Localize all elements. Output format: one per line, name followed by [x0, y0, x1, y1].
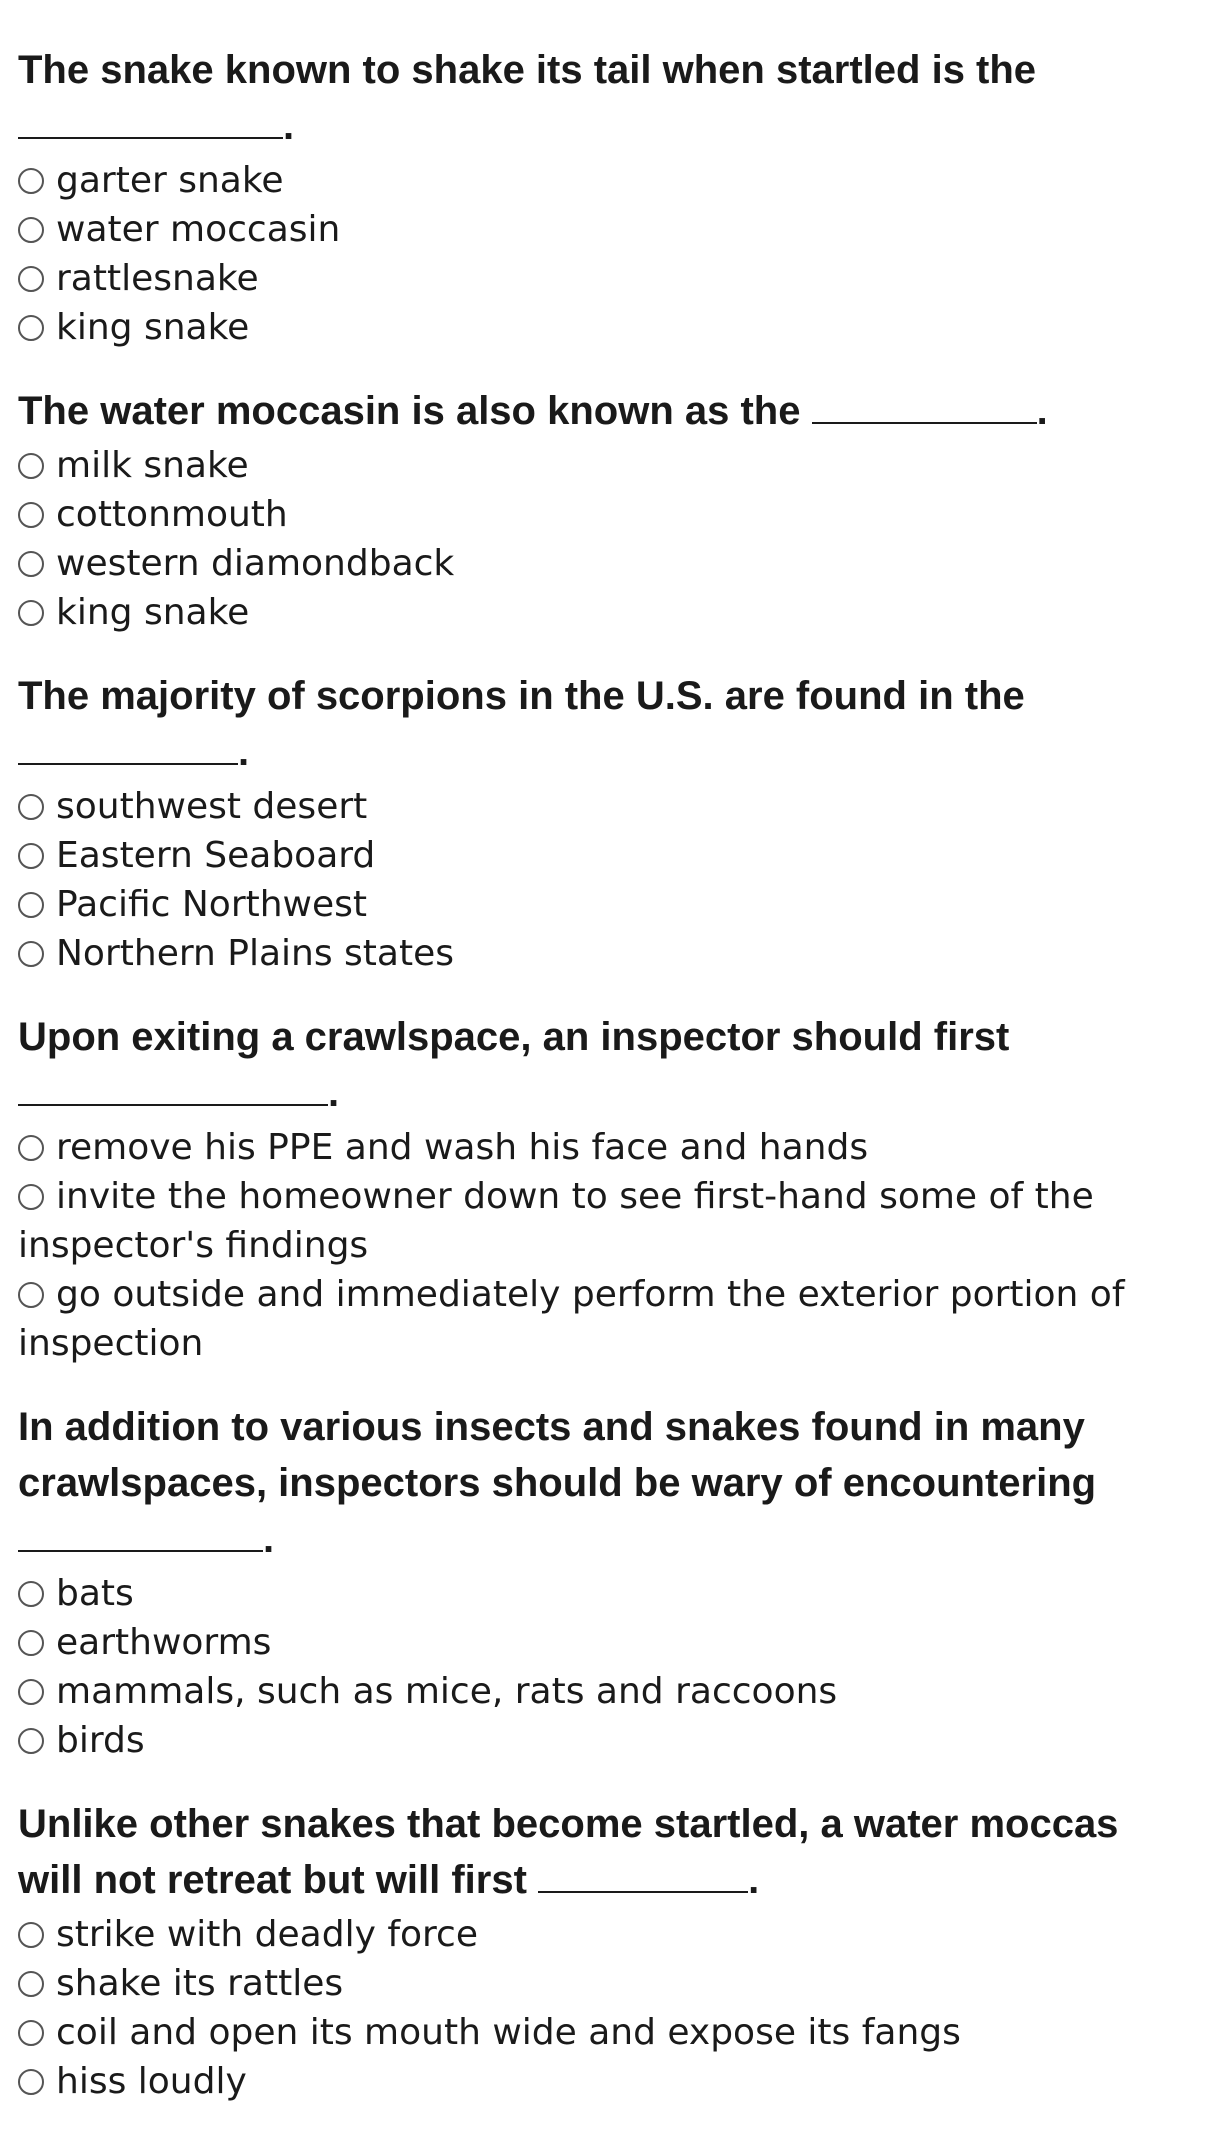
- option-invite-homeowner[interactable]: [18, 1172, 1208, 1270]
- question-6-text-line-1: [18, 1798, 1213, 1850]
- question-1-blank-line: [18, 100, 1213, 152]
- option-king-snake[interactable]: [18, 303, 1213, 352]
- option-king-snake[interactable]: [18, 588, 1213, 637]
- option-label: water moccasin: [56, 209, 341, 250]
- option-label: king snake: [56, 592, 250, 633]
- answer-blank: [538, 1855, 748, 1893]
- radio-button[interactable]: [18, 941, 44, 967]
- radio-button[interactable]: [18, 315, 44, 341]
- option-label: remove his PPE and wash his face and hands: [56, 1127, 869, 1168]
- option-label: birds: [56, 1720, 145, 1761]
- option-label: mammals, such as mice, rats and raccoons: [56, 1671, 838, 1712]
- radio-button[interactable]: [18, 1184, 44, 1210]
- radio-button[interactable]: [18, 794, 44, 820]
- option-strike[interactable]: [18, 1910, 1213, 1959]
- question-4: [18, 1011, 1213, 1368]
- answer-blank: [18, 727, 238, 765]
- option-label: hiss loudly: [56, 2061, 247, 2102]
- question-5-period: .: [263, 1517, 275, 1561]
- question-5-text-line-1: [18, 1401, 1213, 1453]
- question-3-blank-line: [18, 726, 1213, 778]
- question-2-text: [18, 385, 1213, 437]
- option-label: western diamondback: [56, 543, 455, 584]
- radio-button[interactable]: [18, 2069, 44, 2095]
- option-northern-plains-states[interactable]: [18, 929, 1213, 978]
- option-label: strike with deadly force: [56, 1914, 478, 1955]
- question-5-prompt-line-2: crawlspaces, inspectors should be wary of encountering: [18, 1461, 1097, 1505]
- option-label: go outside and immediately perform the exterior portion of inspection: [18, 1274, 1125, 1364]
- question-5-text-line-2: [18, 1457, 1213, 1509]
- option-label: milk snake: [56, 445, 249, 486]
- question-5-blank-line: [18, 1513, 1213, 1565]
- quiz: [18, 44, 1213, 2139]
- option-cottonmouth[interactable]: [18, 490, 1213, 539]
- question-3-prompt: The majority of scorpions in the U.S. are found in the: [18, 674, 1025, 718]
- option-rattlesnake[interactable]: [18, 254, 1213, 303]
- radio-button[interactable]: [18, 2020, 44, 2046]
- question-2-period: .: [1036, 389, 1048, 433]
- question-2-prompt: The water moccasin is also known as the: [18, 389, 801, 433]
- option-southwest-desert[interactable]: [18, 782, 1213, 831]
- radio-button[interactable]: [18, 600, 44, 626]
- option-label: Northern Plains states: [56, 933, 455, 974]
- option-shake-rattles[interactable]: [18, 1959, 1213, 2008]
- question-5: [18, 1401, 1213, 1765]
- radio-button[interactable]: [18, 502, 44, 528]
- radio-button[interactable]: [18, 1728, 44, 1754]
- radio-button[interactable]: [18, 1971, 44, 1997]
- question-6-period: .: [748, 1858, 760, 1902]
- answer-blank: [18, 1514, 263, 1552]
- option-earthworms[interactable]: [18, 1618, 1213, 1667]
- question-2: [18, 385, 1213, 637]
- option-label: rattlesnake: [56, 258, 259, 299]
- option-water-moccasin[interactable]: [18, 205, 1213, 254]
- question-4-prompt: Upon exiting a crawlspace, an inspector should first: [18, 1015, 1010, 1059]
- radio-button[interactable]: [18, 1630, 44, 1656]
- option-coil-and-open-mouth[interactable]: [18, 2008, 1213, 2057]
- option-remove-ppe[interactable]: [18, 1123, 1208, 1172]
- option-bats[interactable]: [18, 1569, 1213, 1618]
- answer-blank: [812, 386, 1037, 424]
- question-3-text: [18, 670, 1213, 722]
- option-western-diamondback[interactable]: [18, 539, 1213, 588]
- radio-button[interactable]: [18, 843, 44, 869]
- question-1-text: [18, 44, 1213, 96]
- option-mammals[interactable]: [18, 1667, 1213, 1716]
- option-label: king snake: [56, 307, 250, 348]
- option-label: invite the homeowner down to see first-hand some of the inspector's findings: [18, 1176, 1094, 1266]
- option-label: Eastern Seaboard: [56, 835, 376, 876]
- option-milk-snake[interactable]: [18, 441, 1213, 490]
- radio-button[interactable]: [18, 1581, 44, 1607]
- option-birds[interactable]: [18, 1716, 1213, 1765]
- question-6: [18, 1798, 1213, 2106]
- option-hiss-loudly[interactable]: [18, 2057, 1213, 2106]
- option-eastern-seaboard[interactable]: [18, 831, 1213, 880]
- radio-button[interactable]: [18, 551, 44, 577]
- radio-button[interactable]: [18, 1135, 44, 1161]
- question-6-prompt-line-2: will not retreat but will first: [18, 1858, 527, 1902]
- radio-button[interactable]: [18, 266, 44, 292]
- option-label: earthworms: [56, 1622, 272, 1663]
- option-label: Pacific Northwest: [56, 884, 368, 925]
- question-4-blank-line: [18, 1067, 1213, 1119]
- answer-blank: [18, 101, 283, 139]
- option-go-outside[interactable]: [18, 1270, 1208, 1368]
- radio-button[interactable]: [18, 453, 44, 479]
- option-pacific-northwest[interactable]: [18, 880, 1213, 929]
- radio-button[interactable]: [18, 217, 44, 243]
- option-label: bats: [56, 1573, 134, 1614]
- question-4-text: [18, 1011, 1213, 1063]
- option-label: coil and open its mouth wide and expose its fangs: [56, 2012, 961, 2053]
- option-label: garter snake: [56, 160, 284, 201]
- question-1: [18, 44, 1213, 352]
- question-4-period: .: [328, 1071, 340, 1115]
- question-6-prompt-line-1: Unlike other snakes that become startled, a water moccas: [18, 1802, 1119, 1846]
- radio-button[interactable]: [18, 1922, 44, 1948]
- question-6-text-line-2: [18, 1854, 1213, 1906]
- option-label: shake its rattles: [56, 1963, 344, 2004]
- question-1-period: .: [283, 104, 295, 148]
- radio-button[interactable]: [18, 1679, 44, 1705]
- question-1-prompt: The snake known to shake its tail when startled is the: [18, 48, 1037, 92]
- question-3-period: .: [238, 730, 250, 774]
- option-label: southwest desert: [56, 786, 368, 827]
- answer-blank: [18, 1068, 328, 1106]
- question-5-prompt-line-1: In addition to various insects and snakes found in many: [18, 1405, 1085, 1449]
- radio-button[interactable]: [18, 892, 44, 918]
- question-3: [18, 670, 1213, 978]
- radio-button[interactable]: [18, 1282, 44, 1308]
- option-label: cottonmouth: [56, 494, 288, 535]
- radio-button[interactable]: [18, 168, 44, 194]
- option-garter-snake[interactable]: [18, 156, 1213, 205]
